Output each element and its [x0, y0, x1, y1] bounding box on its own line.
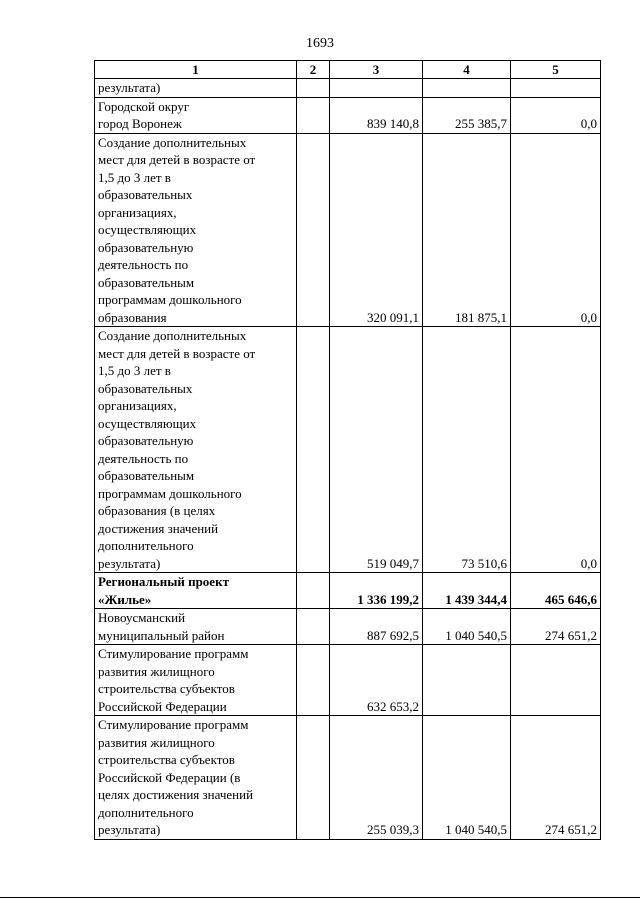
row-col-4	[423, 645, 511, 716]
table-row	[95, 716, 601, 840]
row-col-2	[297, 327, 330, 573]
row-col-5	[511, 79, 601, 98]
row-name: Региональный проект «Жилье»	[95, 573, 297, 609]
table-row	[95, 97, 601, 133]
row-col-5: 0,0	[511, 97, 601, 133]
row-col-2	[297, 573, 330, 609]
table-row	[95, 609, 601, 645]
table-row	[95, 79, 601, 98]
header-col-5: 5	[511, 61, 601, 79]
header-col-1: 1	[95, 61, 297, 79]
row-col-3	[330, 79, 423, 98]
row-col-5: 465 646,6	[511, 573, 601, 609]
row-col-4: 1 040 540,5	[423, 609, 511, 645]
table-row	[95, 327, 601, 573]
table-row	[95, 133, 601, 327]
header-col-3: 3	[330, 61, 423, 79]
row-name: Создание дополнительных мест для детей в возрасте от 1,5 до 3 лет в образовательных организациях, осуществляющих образовательную деятельность по образовательным программам дошкольного образования (в целях достижения значений дополнительного результата)	[95, 327, 297, 573]
row-col-2	[297, 97, 330, 133]
row-col-3: 255 039,3	[330, 716, 423, 840]
page-number: 1693	[306, 36, 334, 51]
row-col-4	[423, 79, 511, 98]
row-col-3: 519 049,7	[330, 327, 423, 573]
table-row	[95, 573, 601, 609]
row-col-4: 181 875,1	[423, 133, 511, 327]
row-col-5	[511, 645, 601, 716]
row-col-4: 1 439 344,4	[423, 573, 511, 609]
row-col-5: 0,0	[511, 133, 601, 327]
row-col-3: 632 653,2	[330, 645, 423, 716]
header-col-2: 2	[297, 61, 330, 79]
row-col-5: 274 651,2	[511, 716, 601, 840]
row-col-4: 1 040 540,5	[423, 716, 511, 840]
row-col-4: 73 510,6	[423, 327, 511, 573]
row-col-2	[297, 133, 330, 327]
budget-table	[94, 60, 601, 840]
header-col-4: 4	[423, 61, 511, 79]
row-name: Городской округ город Воронеж	[95, 97, 297, 133]
row-col-3: 839 140,8	[330, 97, 423, 133]
row-col-2	[297, 716, 330, 840]
row-col-5: 274 651,2	[511, 609, 601, 645]
row-col-5: 0,0	[511, 327, 601, 573]
row-col-4: 255 385,7	[423, 97, 511, 133]
row-name: Новоусманский муниципальный район	[95, 609, 297, 645]
row-col-3: 1 336 199,2	[330, 573, 423, 609]
row-col-2	[297, 79, 330, 98]
row-name: Стимулирование программ развития жилищного строительства субъектов Российской Федерации (в целях достижения значений дополнительного результата)	[95, 716, 297, 840]
row-col-2	[297, 609, 330, 645]
table-row	[95, 645, 601, 716]
page-bottom-rule	[0, 897, 640, 898]
row-col-2	[297, 645, 330, 716]
row-col-3: 320 091,1	[330, 133, 423, 327]
row-name: результата)	[95, 79, 297, 98]
row-col-3: 887 692,5	[330, 609, 423, 645]
row-name: Создание дополнительных мест для детей в возрасте от 1,5 до 3 лет в образовательных организациях, осуществляющих образовательную деятельность по образовательным программам дошкольного образования	[95, 133, 297, 327]
row-name: Стимулирование программ развития жилищного строительства субъектов Российской Федерации	[95, 645, 297, 716]
table-header-row	[95, 61, 601, 79]
